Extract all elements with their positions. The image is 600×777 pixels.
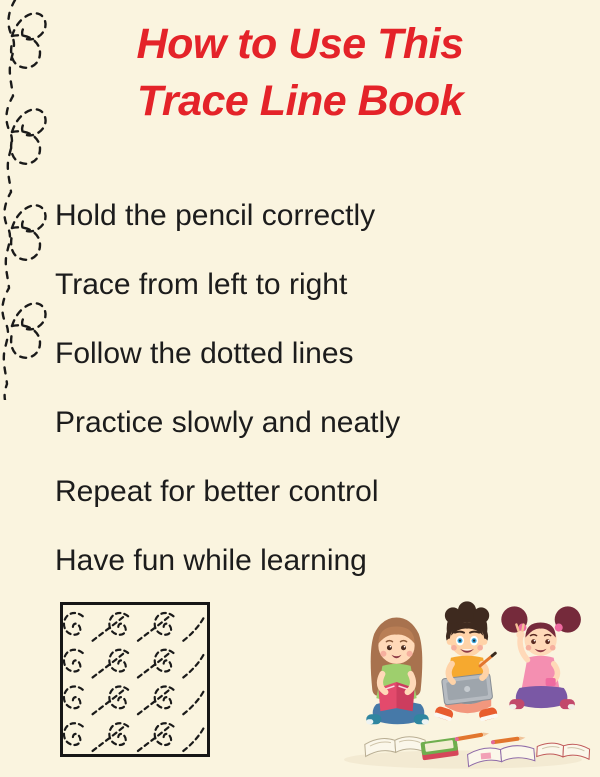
instruction-line: Have fun while learning (55, 544, 367, 577)
page-title-line2: Trace Line Book (136, 77, 464, 125)
instruction-line: Trace from left to right (55, 268, 348, 301)
wave-trace-pattern-icon (63, 605, 207, 754)
pencil-icon (454, 731, 489, 741)
instruction-list (55, 198, 400, 612)
children-studying-illustration (332, 597, 594, 774)
boy-center (434, 601, 499, 721)
page-title (0, 16, 600, 130)
girl-left (366, 617, 428, 724)
girl-right (501, 606, 581, 709)
page-title-line1: How to Use This (136, 20, 464, 68)
instruction-line: Practice slowly and neatly (55, 406, 401, 439)
instruction-line: Hold the pencil correctly (55, 199, 376, 232)
instruction-line: Follow the dotted lines (55, 337, 354, 370)
pencil-icon (491, 736, 526, 745)
wave-trace-box (60, 602, 210, 757)
instruction-line: Repeat for better control (55, 475, 379, 508)
